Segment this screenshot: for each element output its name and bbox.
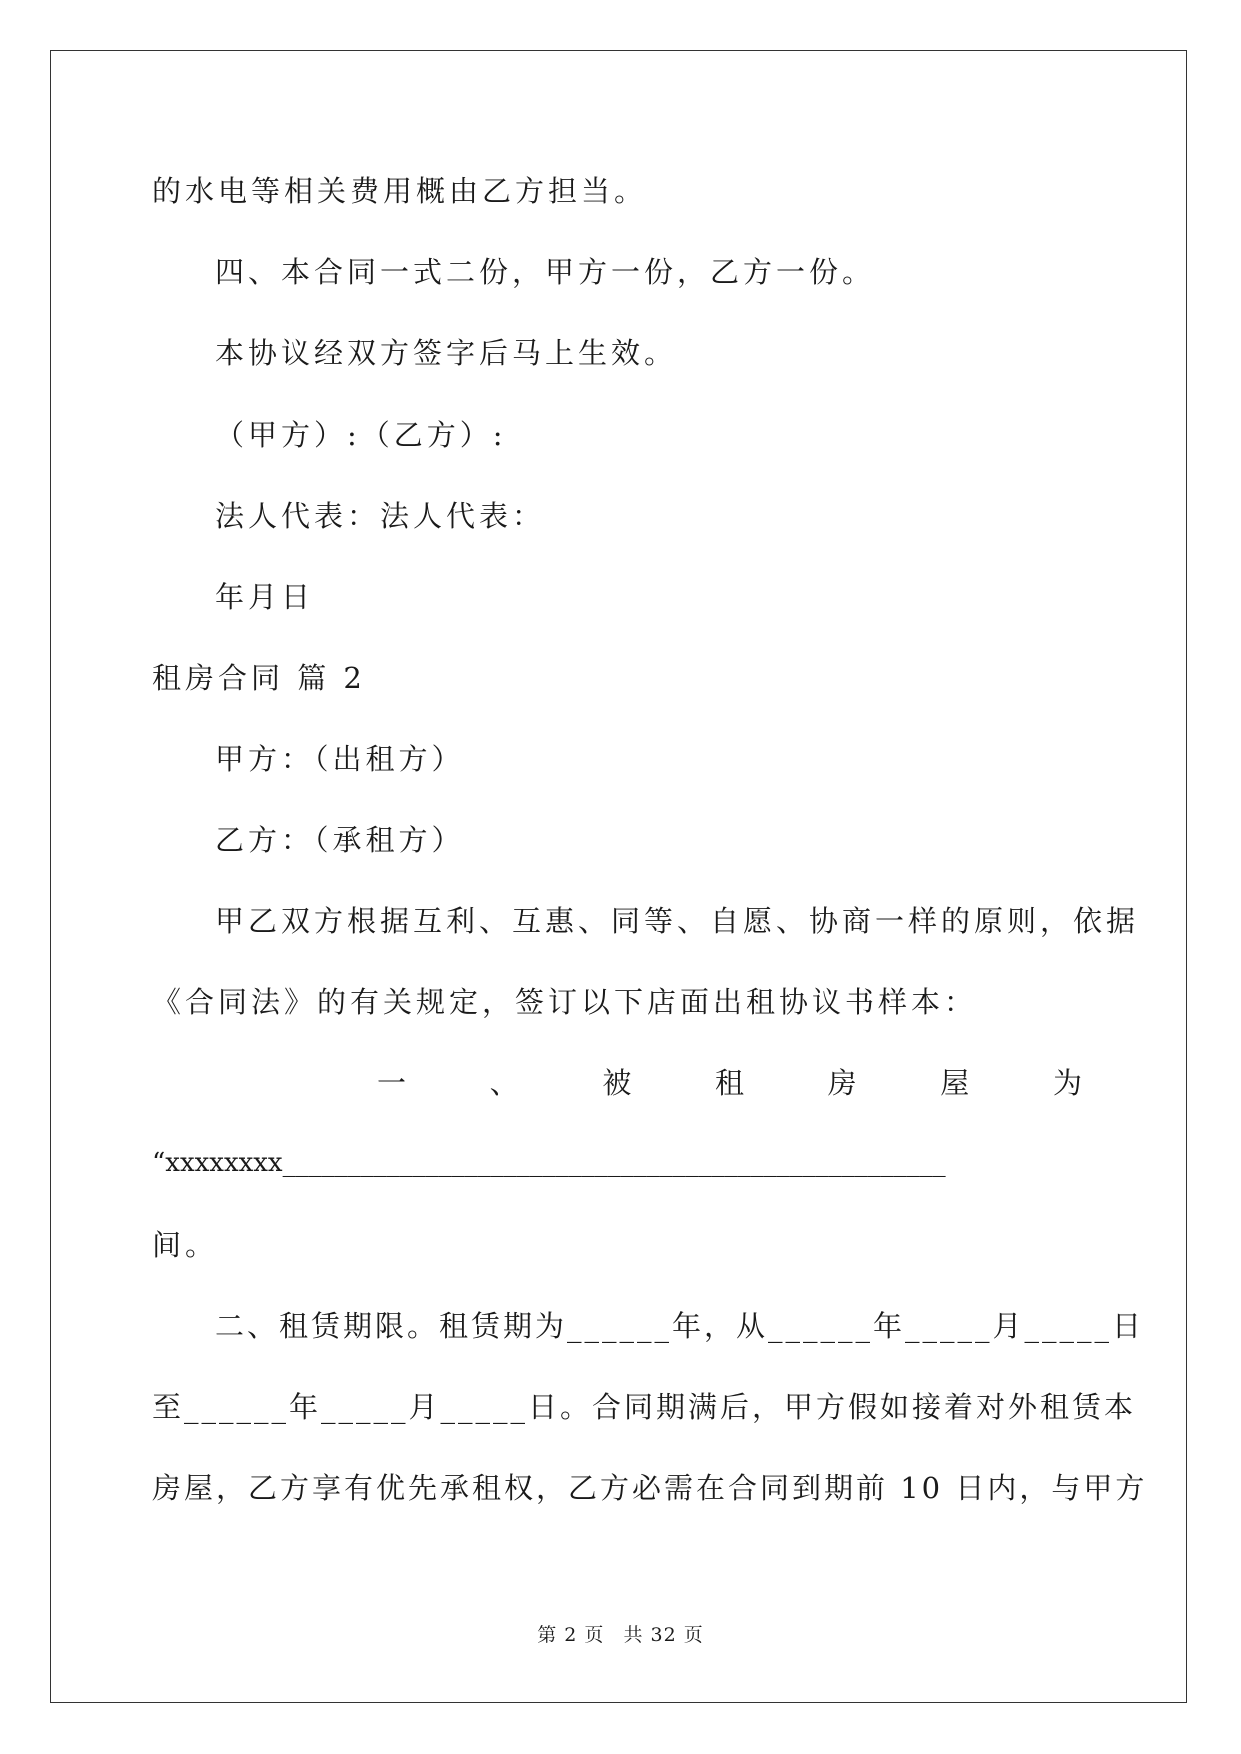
text-line: 至______年_____月_____日。合同期满后，甲方假如接着对外租赁本 <box>152 1390 1137 1424</box>
section-heading: 租房合同 篇 2 <box>152 661 366 695</box>
text-line: 的水电等相关费用概由乙方担当。 <box>152 174 648 208</box>
page-footer <box>0 1620 1241 1647</box>
spread-char: 被 <box>602 1066 632 1100</box>
page-number: 第 2 页 <box>537 1624 605 1646</box>
page-total: 共 32 页 <box>623 1624 704 1646</box>
spread-char: 为 <box>1052 1066 1082 1100</box>
text-line: 二、租赁期限。租赁期为______年，从______年_____月_____日 <box>215 1309 1145 1343</box>
text-line: 甲乙双方根据互利、互惠、同等、自愿、协商一样的原则，依据 <box>215 904 1140 938</box>
party-b-line: 乙方：（承租方） <box>215 823 465 857</box>
spread-text-line <box>152 1066 1082 1100</box>
signature-parties-line: （甲方）:（乙方）: <box>215 418 507 452</box>
page-border <box>50 50 1187 1703</box>
text-line: “xxxxxxxx___________________________________________________ <box>152 1148 946 1178</box>
date-line: 年月日 <box>215 580 315 614</box>
spread-char: 一 <box>377 1066 407 1100</box>
spread-char: 、 <box>489 1066 519 1100</box>
legal-representative-line: 法人代表：法人代表： <box>215 499 546 533</box>
text-line: 四、本合同一式二份，甲方一份，乙方一份。 <box>215 255 876 289</box>
text-line: 间。 <box>152 1228 219 1262</box>
spread-char: 屋 <box>940 1066 970 1100</box>
spread-char: 房 <box>827 1066 857 1100</box>
text-line: 《合同法》的有关规定，签订以下店面出租协议书样本： <box>152 985 978 1019</box>
party-a-line: 甲方：（出租方） <box>215 742 465 776</box>
text-line: 房屋，乙方享有优先承租权，乙方必需在合同到期前 10 日内，与甲方 <box>152 1471 1148 1505</box>
text-line: 本协议经双方签字后马上生效。 <box>215 336 678 370</box>
spread-char: 租 <box>714 1066 744 1100</box>
